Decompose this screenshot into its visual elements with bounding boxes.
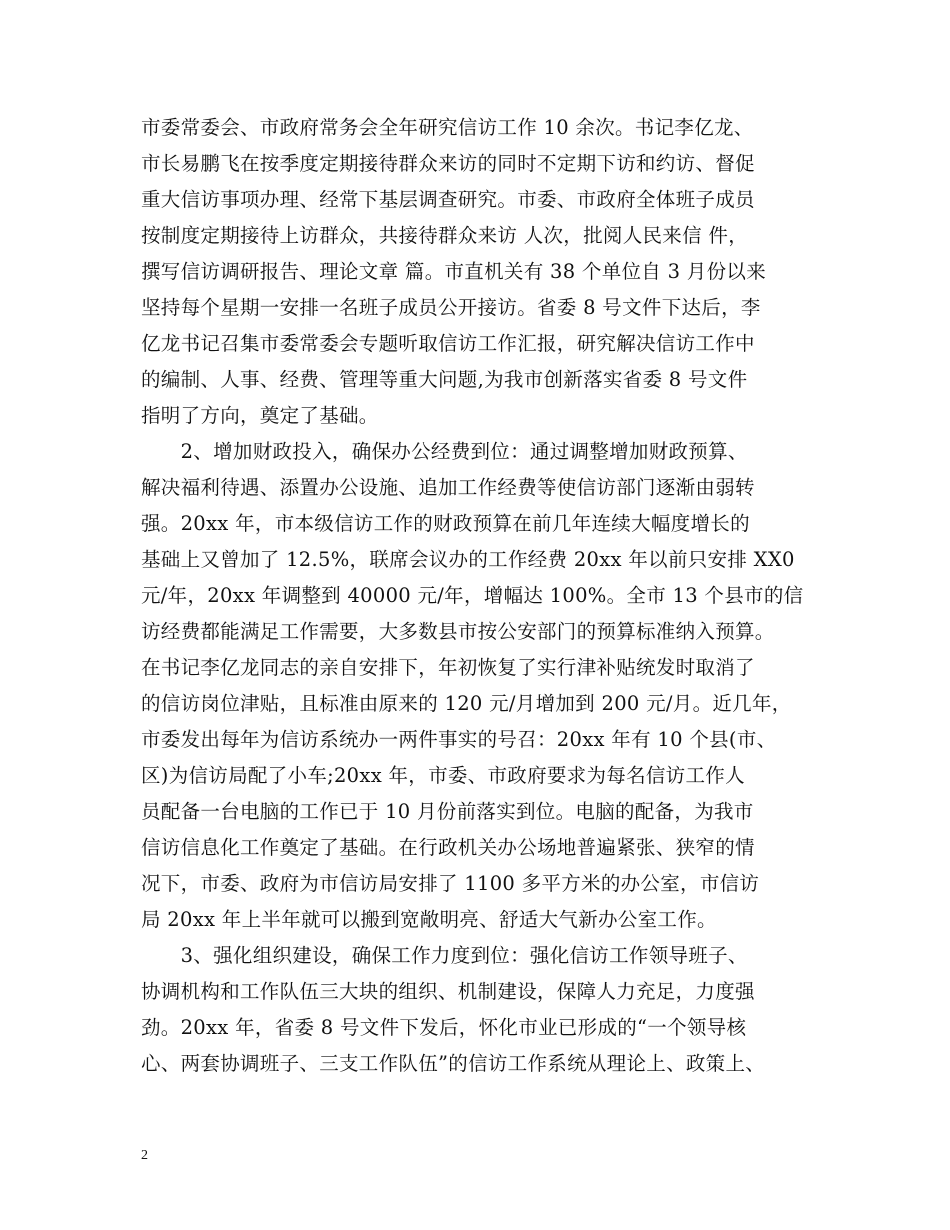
- text-line-20: 员配备一台电脑的工作已于 10 月份前落实到位。电脑的配备，为我市: [141, 800, 754, 823]
- text-line-22: 况下，市委、政府为市信访局安排了 1100 多平方米的办公室，市信访: [141, 872, 760, 895]
- text-line-1: 市委常委会、市政府常务会全年研究信访工作 10 余次。书记李亿龙、: [141, 116, 754, 139]
- page-number: 2: [141, 1148, 148, 1163]
- text-line-27: 心、两套协调班子、三支工作队伍”的信访工作系统从理论上、政策上、: [141, 1052, 766, 1075]
- text-line-4: 按制度定期接待上访群众，共接待群众来访 人次，批阅人民来信 件，: [141, 224, 748, 247]
- text-line-10: 2、增加财政投入，确保办公经费到位：通过调整增加财政预算、: [141, 440, 748, 463]
- text-line-24: 3、强化组织建设，确保工作力度到位：强化信访工作领导班子、: [141, 944, 748, 967]
- text-line-5: 撰写信访调研报告、理论文章 篇。市直机关有 38 个单位自 3 月份以来: [141, 260, 767, 283]
- text-line-2: 市长易鹏飞在按季度定期接待群众来访的同时不定期下访和约访、督促: [141, 152, 755, 175]
- text-line-23: 局 20xx 年上半年就可以搬到宽敞明亮、舒适大气新办公室工作。: [141, 908, 717, 931]
- text-line-14: 元/年，20xx 年调整到 40000 元/年，增幅达 100%。全市 13 个县市的信: [141, 584, 804, 607]
- text-line-18: 市委发出每年为信访系统办一两件事实的号召：20xx 年有 10 个县(市、: [141, 728, 777, 751]
- text-line-11: 解决福利待遇、添置办公设施、追加工作经费等使信访部门逐渐由弱转: [141, 476, 755, 499]
- text-line-12: 强。20xx 年，市本级信访工作的财政预算在前几年连续大幅度增长的: [141, 512, 750, 535]
- text-line-17: 的信访岗位津贴，且标准由原来的 120 元/月增加到 200 元/月。近几年，: [141, 692, 792, 715]
- text-line-9: 指明了方向，奠定了基础。: [141, 404, 379, 427]
- text-line-19: 区)为信访局配了小车;20xx 年，市委、市政府要求为每名信访工作人: [141, 764, 745, 787]
- text-line-3: 重大信访事项办理、经常下基层调查研究。市委、市政府全体班子成员: [141, 188, 755, 211]
- text-line-6: 坚持每个星期一安排一名班子成员公开接访。省委 8 号文件下达后，李: [141, 296, 761, 319]
- text-line-25: 协调机构和工作队伍三大块的组织、机制建设，保障人力充足，力度强: [141, 980, 755, 1003]
- text-line-21: 信访信息化工作奠定了基础。在行政机关办公场地普遍紧张、狭窄的情: [141, 836, 755, 859]
- text-line-26: 劲。20xx 年，省委 8 号文件下发后，怀化市业已形成的“一个领导核: [141, 1016, 747, 1039]
- text-line-7: 亿龙书记召集市委常委会专题听取信访工作汇报，研究解决信访工作中: [141, 332, 755, 355]
- text-line-8: 的编制、人事、经费、管理等重大问题,为我市创新落实省委 8 号文件: [141, 368, 748, 391]
- text-line-15: 访经费都能满足工作需要，大多数县市按公安部门的预算标准纳入预算。: [141, 620, 775, 643]
- text-line-16: 在书记李亿龙同志的亲自安排下，年初恢复了实行津补贴统发时取消了: [141, 656, 755, 679]
- text-line-13: 基础上又曾加了 12.5%，联席会议办的工作经费 20xx 年以前只安排 XX0: [141, 548, 795, 571]
